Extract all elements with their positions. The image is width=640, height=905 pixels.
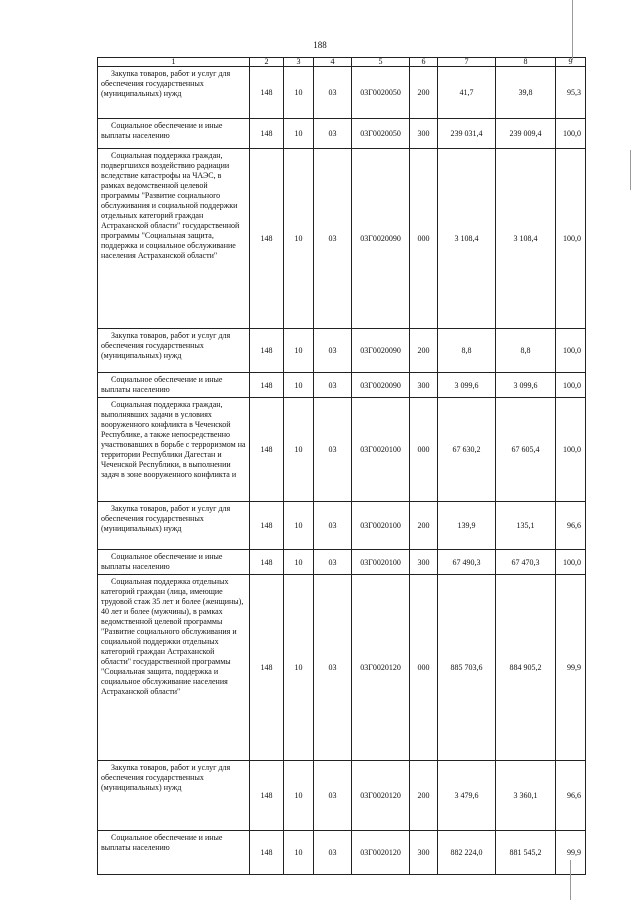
cell-target-article: 03Г0020050 <box>352 119 410 149</box>
cell-code: 148 <box>250 550 284 575</box>
scan-artifact-line <box>572 0 573 60</box>
cell-section: 10 <box>284 575 314 761</box>
cell-subsection: 03 <box>314 550 352 575</box>
row-name: Социальная поддержка отдельных категорий граждан (лица, имеющие трудовой стаж 35 лет и более (женщины), 40 лет и более (мужчины), в рамках ведомственной целевой программы "Развитие социального обслуживания и социальной поддержки отдельных категорий граждан Астраханской области" государственной программы "Социальная защита, поддержка и социальное обслуживание населения Астраханской области" <box>98 575 250 761</box>
column-header-7: 7 <box>438 58 496 67</box>
row-name: Социальное обеспечение и иные выплаты населению <box>98 373 250 398</box>
row-name: Закупка товаров, работ и услуг для обеспечения государственных (муниципальных) нужд <box>98 761 250 831</box>
table-row <box>98 550 586 575</box>
cell-plan: 239 031,4 <box>438 119 496 149</box>
cell-actual: 67 605,4 <box>496 398 556 502</box>
cell-section: 10 <box>284 329 314 373</box>
cell-code: 148 <box>250 149 284 329</box>
cell-plan: 8,8 <box>438 329 496 373</box>
column-header-4: 4 <box>314 58 352 67</box>
cell-subsection: 03 <box>314 67 352 119</box>
table-row <box>98 329 586 373</box>
cell-actual: 3 099,6 <box>496 373 556 398</box>
table-row <box>98 149 586 329</box>
table-row <box>98 502 586 550</box>
cell-code: 148 <box>250 67 284 119</box>
scan-artifact-line <box>570 860 571 900</box>
cell-plan: 885 703,6 <box>438 575 496 761</box>
cell-subsection: 03 <box>314 831 352 875</box>
cell-plan: 139,9 <box>438 502 496 550</box>
cell-percent: 100,0 <box>556 550 586 575</box>
cell-subsection: 03 <box>314 502 352 550</box>
cell-subsection: 03 <box>314 761 352 831</box>
cell-plan: 3 099,6 <box>438 373 496 398</box>
row-name: Социальное обеспечение и иные выплаты населению <box>98 119 250 149</box>
cell-target-article: 03Г0020090 <box>352 373 410 398</box>
cell-percent: 95,3 <box>556 67 586 119</box>
cell-section: 10 <box>284 119 314 149</box>
cell-actual: 135,1 <box>496 502 556 550</box>
cell-percent: 100,0 <box>556 398 586 502</box>
cell-plan: 67 490,3 <box>438 550 496 575</box>
cell-plan: 3 108,4 <box>438 149 496 329</box>
cell-percent: 100,0 <box>556 329 586 373</box>
cell-code: 148 <box>250 575 284 761</box>
cell-code: 148 <box>250 119 284 149</box>
row-name: Социальное обеспечение и иные выплаты населению <box>98 550 250 575</box>
cell-expense-type: 200 <box>410 761 438 831</box>
cell-actual: 67 470,3 <box>496 550 556 575</box>
cell-subsection: 03 <box>314 119 352 149</box>
cell-code: 148 <box>250 761 284 831</box>
column-header-5: 5 <box>352 58 410 67</box>
cell-code: 148 <box>250 373 284 398</box>
cell-expense-type: 200 <box>410 502 438 550</box>
row-name: Социальное обеспечение и иные выплаты населению <box>98 831 250 875</box>
cell-section: 10 <box>284 761 314 831</box>
table-row <box>98 575 586 761</box>
cell-expense-type: 200 <box>410 329 438 373</box>
column-header-2: 2 <box>250 58 284 67</box>
cell-target-article: 03Г0020100 <box>352 398 410 502</box>
budget-table <box>97 57 586 875</box>
row-name: Закупка товаров, работ и услуг для обеспечения государственных (муниципальных) нужд <box>98 502 250 550</box>
cell-code: 148 <box>250 831 284 875</box>
cell-subsection: 03 <box>314 398 352 502</box>
cell-actual: 3 108,4 <box>496 149 556 329</box>
row-name: Социальная поддержка граждан, выполнявших задачи в условиях вооруженного конфликта в Чеченской Республике, а также непосредственно участвовавших в борьбе с терроризмом на территории Республики Дагестан и Чеченской Республики, в выполнении задач в зоне вооруженного конфликта и <box>98 398 250 502</box>
cell-code: 148 <box>250 329 284 373</box>
cell-target-article: 03Г0020090 <box>352 149 410 329</box>
cell-section: 10 <box>284 67 314 119</box>
cell-section: 10 <box>284 149 314 329</box>
table-row <box>98 831 586 875</box>
cell-percent: 99,9 <box>556 575 586 761</box>
cell-expense-type: 000 <box>410 398 438 502</box>
column-header-6: 6 <box>410 58 438 67</box>
cell-code: 148 <box>250 502 284 550</box>
cell-actual: 881 545,2 <box>496 831 556 875</box>
cell-percent: 100,0 <box>556 149 586 329</box>
cell-actual: 8,8 <box>496 329 556 373</box>
cell-subsection: 03 <box>314 575 352 761</box>
cell-expense-type: 000 <box>410 575 438 761</box>
cell-percent: 99,9 <box>556 831 586 875</box>
cell-section: 10 <box>284 398 314 502</box>
cell-subsection: 03 <box>314 329 352 373</box>
cell-target-article: 03Г0020120 <box>352 831 410 875</box>
table-row <box>98 761 586 831</box>
cell-plan: 3 479,6 <box>438 761 496 831</box>
cell-actual: 3 360,1 <box>496 761 556 831</box>
cell-expense-type: 300 <box>410 373 438 398</box>
cell-percent: 100,0 <box>556 373 586 398</box>
column-header-8: 8 <box>496 58 556 67</box>
cell-target-article: 03Г0020120 <box>352 575 410 761</box>
table-row <box>98 373 586 398</box>
cell-section: 10 <box>284 502 314 550</box>
scan-artifact-line <box>630 150 631 190</box>
row-name: Закупка товаров, работ и услуг для обеспечения государственных (муниципальных) нужд <box>98 329 250 373</box>
cell-expense-type: 300 <box>410 550 438 575</box>
cell-percent: 100,0 <box>556 119 586 149</box>
table-row <box>98 119 586 149</box>
cell-actual: 884 905,2 <box>496 575 556 761</box>
row-name: Закупка товаров, работ и услуг для обеспечения государственных (муниципальных) нужд <box>98 67 250 119</box>
cell-percent: 96,6 <box>556 502 586 550</box>
page-number: 188 <box>313 40 327 50</box>
cell-target-article: 03Г0020090 <box>352 329 410 373</box>
cell-subsection: 03 <box>314 149 352 329</box>
cell-actual: 39,8 <box>496 67 556 119</box>
cell-plan: 41,7 <box>438 67 496 119</box>
cell-expense-type: 300 <box>410 831 438 875</box>
row-name: Социальная поддержка граждан, подвергшихся воздействию радиации вследствие катастрофы на ЧАЭС, в рамках ведомственной целевой программы "Развитие социального обслуживания и социальной поддержки отдельных категорий граждан Астраханской области" государственной программы "Социальная защита, поддержка и социальное обслуживание населения Астраханской области" <box>98 149 250 329</box>
header-row <box>98 58 586 67</box>
column-header-9: 9 <box>556 58 586 67</box>
cell-target-article: 03Г0020100 <box>352 550 410 575</box>
table-row <box>98 67 586 119</box>
cell-expense-type: 000 <box>410 149 438 329</box>
cell-target-article: 03Г0020120 <box>352 761 410 831</box>
cell-code: 148 <box>250 398 284 502</box>
cell-expense-type: 300 <box>410 119 438 149</box>
table-row <box>98 398 586 502</box>
column-header-3: 3 <box>284 58 314 67</box>
cell-target-article: 03Г0020050 <box>352 67 410 119</box>
cell-target-article: 03Г0020100 <box>352 502 410 550</box>
cell-percent: 96,6 <box>556 761 586 831</box>
cell-plan: 882 224,0 <box>438 831 496 875</box>
cell-actual: 239 009,4 <box>496 119 556 149</box>
cell-plan: 67 630,2 <box>438 398 496 502</box>
cell-subsection: 03 <box>314 373 352 398</box>
cell-section: 10 <box>284 550 314 575</box>
column-header-1: 1 <box>98 58 250 67</box>
cell-expense-type: 200 <box>410 67 438 119</box>
cell-section: 10 <box>284 831 314 875</box>
cell-section: 10 <box>284 373 314 398</box>
